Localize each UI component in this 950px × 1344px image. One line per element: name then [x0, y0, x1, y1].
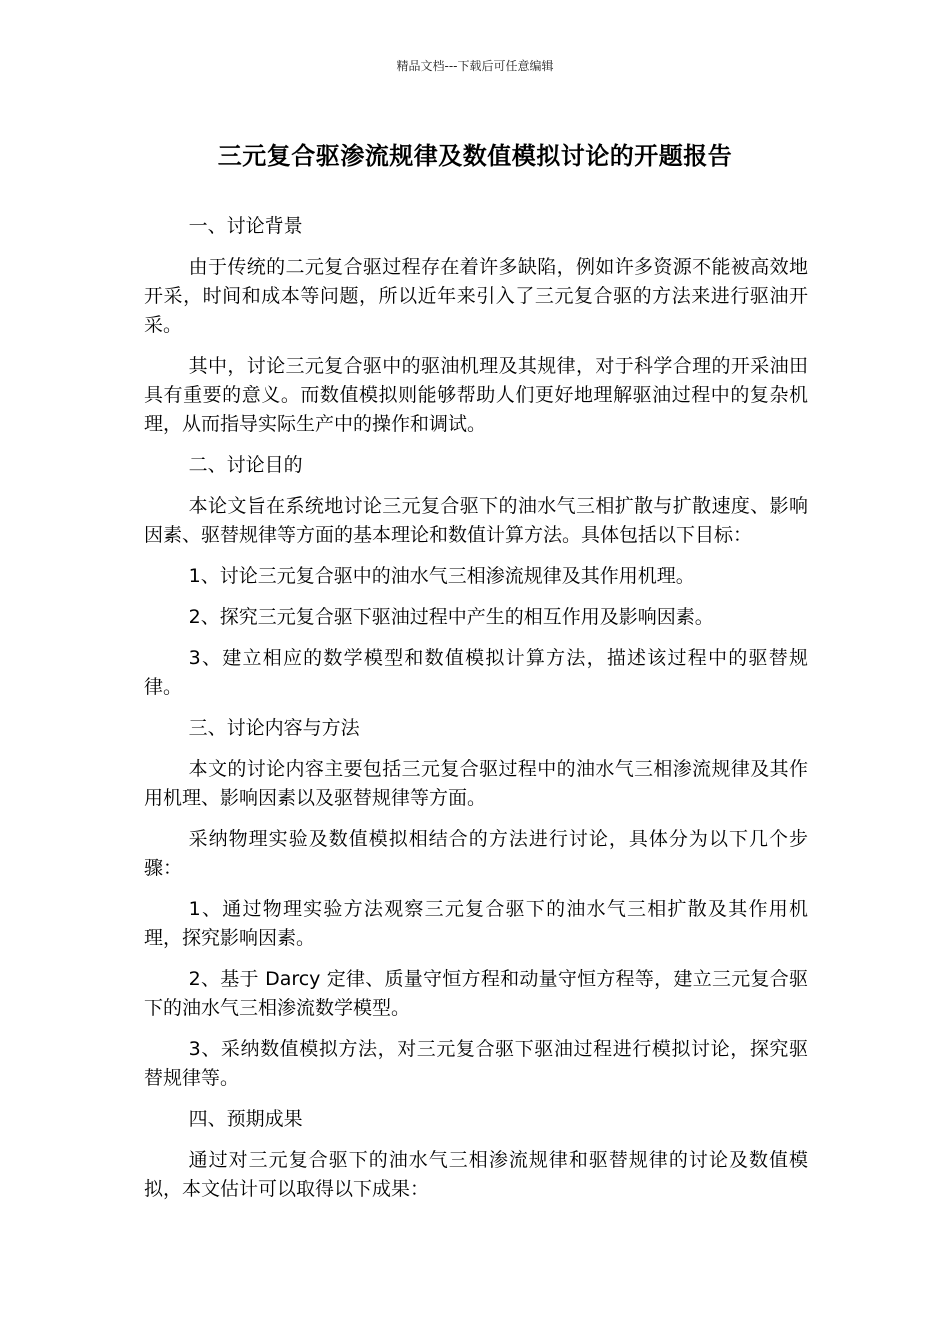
- section-heading-background: 一、讨论背景: [188, 215, 303, 237]
- page-header-watermark: 精品文档---下载后可任意编辑: [396, 59, 554, 73]
- document-body: [144, 212, 808, 1216]
- paragraph: 由于传统的二元复合驱过程存在着许多缺陷，例如许多资源不能被高效地开采，时间和成本等问题，所以近年来引入了三元复合驱的方法来进行驱油开采。: [144, 256, 808, 336]
- list-item: 2、探究三元复合驱下驱油过程中产生的相互作用及影响因素。: [188, 606, 714, 628]
- section-heading-expected-results: 四、预期成果: [188, 1108, 303, 1130]
- list-item: 3、建立相应的数学模型和数值模拟计算方法，描述该过程中的驱替规律。: [144, 647, 808, 698]
- paragraph: 其中，讨论三元复合驱中的驱油机理及其规律，对于科学合理的开采油田具有重要的意义。而数值模拟则能够帮助人们更好地理解驱油过程中的复杂机理，从而指导实际生产中的操作和调试。: [144, 355, 808, 435]
- list-item: 3、采纳数值模拟方法，对三元复合驱下驱油过程进行模拟讨论，探究驱替规律等。: [144, 1038, 808, 1089]
- paragraph: 通过对三元复合驱下的油水气三相渗流规律和驱替规律的讨论及数值模拟，本文估计可以取得以下成果：: [144, 1149, 808, 1200]
- list-item: 1、通过物理实验方法观察三元复合驱下的油水气三相扩散及其作用机理，探究影响因素。: [144, 898, 808, 949]
- paragraph: 采纳物理实验及数值模拟相结合的方法进行讨论，具体分为以下几个步骤：: [144, 828, 808, 879]
- section-heading-purpose: 二、讨论目的: [188, 454, 303, 476]
- list-item: 1、讨论三元复合驱中的油水气三相渗流规律及其作用机理。: [188, 565, 695, 587]
- paragraph: 本文的讨论内容主要包括三元复合驱过程中的油水气三相渗流规律及其作用机理、影响因素以及驱替规律等方面。: [144, 758, 808, 809]
- paragraph: 本论文旨在系统地讨论三元复合驱下的油水气三相扩散与扩散速度、影响因素、驱替规律等方面的基本理论和数值计算方法。具体包括以下目标：: [144, 495, 808, 546]
- list-item: 2、基于 Darcy 定律、质量守恒方程和动量守恒方程等，建立三元复合驱下的油水气三相渗流数学模型。: [144, 968, 808, 1019]
- section-heading-content-methods: 三、讨论内容与方法: [188, 717, 360, 739]
- document-title: 三元复合驱渗流规律及数值模拟讨论的开题报告: [217, 142, 733, 170]
